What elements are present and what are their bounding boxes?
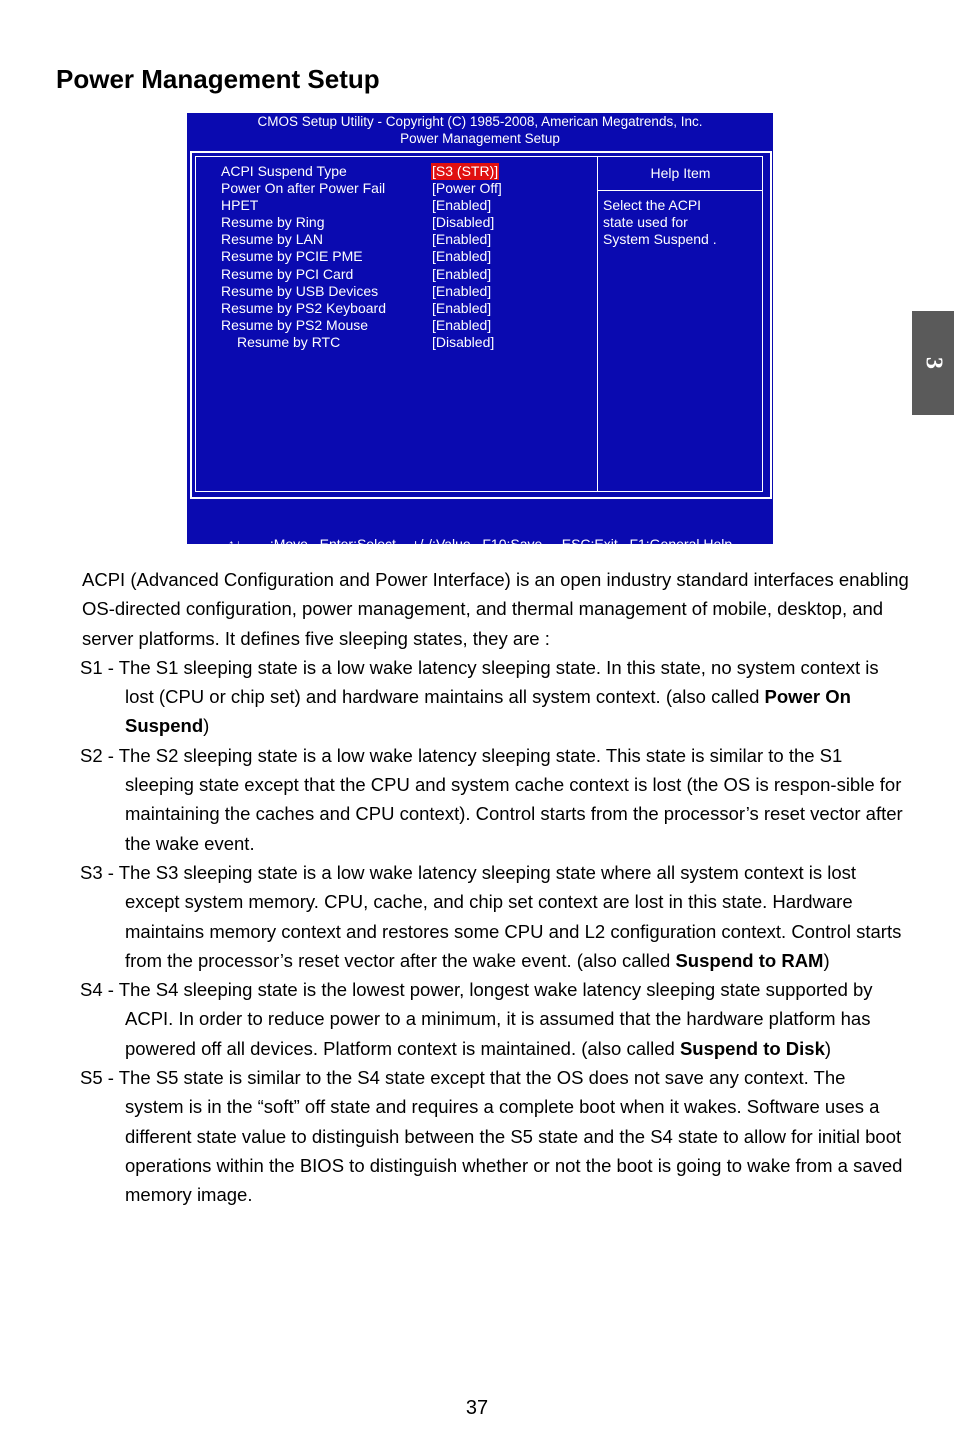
setting-label: Resume by LAN (221, 231, 323, 248)
state-s4 (0, 975, 903, 1063)
state-text: The S2 sleeping state is a low wake latency sleeping state. This state is similar to the S1 sleeping state except that the CPU and system cache context is lost (the OS is respon-sible for maintaining the caches and CPU context). Control starts from the processor’s reset vector after the wake event. (118, 744, 903, 854)
state-text: The S4 sleeping state is the lowest power, longest wake latency sleeping state supported by ACPI. In order to reduce power to a minimum, it is assumed that the hardware platform has powered off all devices. Platform context is maintained. (also called (118, 979, 873, 1059)
state-s5 (0, 1063, 903, 1209)
page-title: Power Management Setup (56, 64, 380, 94)
bios-header (187, 113, 773, 147)
state-suffix: ) (824, 1037, 832, 1059)
state-s1 (0, 653, 903, 741)
setting-hpet[interactable] (196, 197, 596, 214)
help-text (603, 197, 717, 248)
settings-list (196, 163, 596, 351)
help-title: Help Item (598, 157, 763, 191)
setting-value[interactable]: [Power Off] (432, 180, 502, 197)
setting-value[interactable]: [Disabled] (432, 333, 495, 350)
page-number: 37 (465, 1397, 489, 1419)
bios-inner-frame (195, 156, 763, 492)
intro-paragraph: ACPI (Advanced Configuration and Power Interface) is an open industry standard interfaces enabling OS-directed configuration, power management, and thermal management of mobile, desktop, and server platforms. It defines five sleeping states, they are : (82, 569, 909, 649)
setting-label: Power On after Power Fail (221, 180, 386, 197)
setting-resume-by-lan[interactable] (196, 231, 596, 248)
help-line: Select the ACPI (603, 197, 702, 213)
help-line: System Suspend . (603, 231, 717, 247)
chapter-tab-number: 3 (920, 357, 947, 369)
state-text: The S3 sleeping state is a low wake latency sleeping state where all system context is lost except system memory. CPU, cache, and chip set context are lost in this state. Hardware maintains memory context and restores some CPU and L2 configuration context. Control starts from the processor’s reset vector after the wake event. (also called (118, 861, 902, 971)
chapter-tab (912, 311, 954, 415)
state-text: The S1 sleeping state is a low wake latency sleeping state. In this state, no system context is lost (CPU or chip set) and hardware maintains all system context. (also called (118, 656, 879, 708)
setting-value[interactable]: [Enabled] (432, 248, 492, 265)
setting-value[interactable]: [Enabled] (432, 299, 492, 316)
state-prefix: S4 - (80, 979, 119, 1001)
setting-label: ACPI Suspend Type (221, 163, 347, 179)
setting-label: Resume by RTC (237, 333, 341, 350)
setting-label: Resume by PCIE PME (221, 248, 363, 265)
state-bold-term: Suspend to RAM (675, 949, 824, 971)
state-s3 (0, 858, 903, 975)
setting-value[interactable]: [Disabled] (432, 214, 495, 231)
setting-label: Resume by PS2 Keyboard (221, 299, 386, 316)
state-prefix: S5 - (80, 1067, 119, 1089)
setting-value[interactable]: [Enabled] (432, 197, 492, 214)
state-text: The S5 state is similar to the S4 state except that the OS does not save any context. The system is in the “soft” off state and requires a complete boot when it wakes. Software uses a different state value to distinguish between the S5 state and the S4 state to allow for initial boot operations within the BIOS to distinguish whether or not the boot is going to wake from a saved memory image. (118, 1067, 903, 1206)
setting-value[interactable]: [S3 (STR)] (432, 163, 499, 179)
bios-header-menu-title: Power Management Setup (400, 131, 560, 146)
state-bold-term: Power On Suspend (125, 686, 851, 737)
setting-resume-by-pcie-pme[interactable] (196, 248, 596, 265)
setting-label: Resume by PS2 Mouse (221, 316, 369, 333)
setting-value[interactable]: [Enabled] (432, 316, 492, 333)
state-suffix: ) (823, 949, 830, 971)
key-legend-line: ↑↓→←:Move Enter:Select +/-/:Value F10:Save ESC:Exit F1:General Help (227, 536, 733, 552)
state-suffix: ) (203, 715, 210, 737)
help-panel (597, 157, 763, 491)
body-text (0, 565, 954, 1210)
setting-resume-by-ps2-keyboard[interactable] (196, 300, 596, 317)
state-prefix: S1 - (80, 656, 119, 678)
setting-resume-by-ring[interactable] (196, 214, 596, 231)
state-prefix: S3 - (80, 861, 119, 883)
setting-label: Resume by PCI Card (221, 265, 354, 282)
setting-power-on-after-power-fail[interactable] (196, 180, 596, 197)
state-bold-term: Suspend to Disk (679, 1037, 825, 1059)
setting-resume-by-rtc[interactable] (196, 334, 596, 351)
setting-resume-by-ps2-mouse[interactable] (196, 317, 596, 334)
setting-value[interactable]: [Enabled] (432, 231, 492, 248)
setting-acpi-suspend-type[interactable] (196, 163, 596, 180)
setting-resume-by-pci-card[interactable] (196, 266, 596, 283)
bios-header-copyright: CMOS Setup Utility - Copyright (C) 1985-2008, American Megatrends, Inc. (257, 114, 703, 129)
state-prefix: S2 - (80, 744, 119, 766)
setting-value[interactable]: [Enabled] (432, 282, 492, 299)
setting-label: Resume by USB Devices (221, 282, 379, 299)
setting-label: HPET (221, 197, 259, 214)
setting-label: Resume by Ring (221, 214, 325, 231)
setting-resume-by-usb-devices[interactable] (196, 283, 596, 300)
bios-screenshot (187, 113, 773, 603)
state-s2 (0, 741, 903, 858)
help-line: state used for (603, 214, 688, 230)
setting-value[interactable]: [Enabled] (432, 265, 492, 282)
key-legend-line: F9:Optimized Defaults (410, 587, 550, 603)
bios-frame (190, 151, 772, 499)
